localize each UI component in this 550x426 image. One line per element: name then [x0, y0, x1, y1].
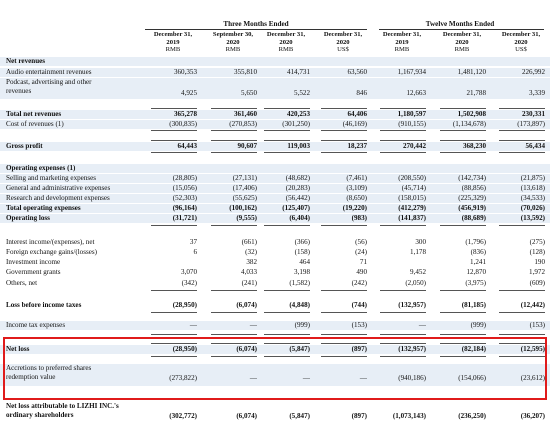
column-rule [440, 312, 486, 313]
table-row [0, 120, 550, 129]
cell-value: — [249, 321, 257, 329]
cell-value: 18,237 [347, 142, 367, 150]
cell-value: (55,625) [232, 194, 257, 202]
cell-value: (24) [355, 248, 367, 256]
row-label: Podcast, advertising and other revenues [6, 78, 92, 95]
column-header-date: September 30, [212, 31, 254, 38]
row-label: Total net revenues [6, 110, 62, 118]
row-label: Loss before income taxes [6, 301, 82, 309]
column-rule [380, 152, 426, 153]
column-header-year: 2019 [395, 38, 409, 46]
cell-value: 4,033 [241, 268, 257, 276]
cell-value: (9,555) [236, 214, 257, 222]
cell-value: — [249, 374, 257, 382]
column-rule [264, 108, 310, 109]
cell-value: 420,253 [286, 110, 310, 118]
cell-value: 1,178 [410, 248, 426, 256]
table-row [0, 238, 550, 247]
cell-value: (34,533) [520, 194, 545, 202]
column-rule [440, 108, 486, 109]
cell-value: (999) [294, 321, 310, 329]
cell-value: (1,796) [465, 238, 486, 246]
cell-value: 5,650 [241, 89, 257, 97]
cell-value: (301,250) [282, 120, 310, 128]
column-rule [211, 108, 257, 109]
cell-value: 226,992 [521, 68, 545, 76]
cell-value: (6,404) [289, 214, 310, 222]
column-rule [211, 290, 257, 291]
column-rule [440, 152, 486, 153]
cell-value: 56,434 [525, 142, 545, 150]
cell-value: 64,443 [177, 142, 197, 150]
column-header-5 [375, 31, 429, 54]
column-rule [321, 225, 367, 226]
column-rule [211, 130, 257, 131]
column-rule [321, 140, 367, 141]
column-rule [499, 290, 545, 291]
cell-value: (96,164) [172, 204, 197, 212]
cell-value: (82,184) [461, 345, 486, 353]
cell-value: 1,972 [529, 268, 545, 276]
table-row [0, 68, 550, 77]
cell-value: (13,618) [520, 184, 545, 192]
cell-value: (28,950) [172, 301, 197, 309]
cell-value: (154,066) [458, 374, 486, 382]
cell-value: (6,074) [236, 301, 257, 309]
cell-value: (20,283) [285, 184, 310, 192]
column-rule [264, 130, 310, 131]
cell-value: (70,026) [520, 204, 545, 212]
cell-value: (128) [529, 248, 545, 256]
cell-value: (609) [529, 279, 545, 287]
table-row [0, 57, 550, 66]
cell-value: (56) [355, 238, 367, 246]
cell-value: 368,230 [462, 142, 486, 150]
column-rule [440, 140, 486, 141]
cell-value: (52,303) [172, 194, 197, 202]
row-label: Accretions to preferred shares redemption value [6, 364, 92, 381]
cell-value: 12,870 [466, 268, 486, 276]
column-header-date: December 31, [153, 31, 193, 38]
column-rule [499, 312, 545, 313]
column-header-7 [494, 31, 548, 54]
row-label: Net loss attributable to LIZHI INC.'s ordinary shareholders [6, 402, 119, 419]
cell-value: (12,442) [520, 301, 545, 309]
column-header-date: December 31, [323, 31, 363, 38]
table-row [0, 248, 550, 257]
cell-value: 6 [193, 248, 197, 256]
cell-value: 3,070 [181, 268, 197, 276]
cell-value: (158) [294, 248, 310, 256]
column-rule [151, 140, 197, 141]
row-label: Foreign exchange gains/(losses) [6, 248, 98, 256]
column-header-unit: RMB [394, 46, 410, 54]
column-rule [321, 312, 367, 313]
cell-value: 90,607 [237, 142, 257, 150]
cell-value: 37 [189, 238, 197, 246]
table-row [0, 321, 550, 330]
table-row [0, 268, 550, 277]
column-rule [321, 152, 367, 153]
table-row [0, 402, 550, 420]
cell-value: (142,734) [458, 174, 486, 182]
column-header-date: December 31, [382, 31, 422, 38]
column-rule [264, 152, 310, 153]
cell-value: (661) [241, 238, 257, 246]
cell-value: (153) [351, 321, 367, 329]
cell-value: (173,897) [517, 120, 545, 128]
column-header-date: December 31, [266, 31, 306, 38]
cell-value: 9,452 [410, 268, 426, 276]
cell-value: (27,131) [232, 174, 257, 182]
cell-value: (12,595) [520, 345, 545, 353]
cell-value: (236,250) [458, 412, 486, 420]
row-label: General and administrative expenses [6, 184, 111, 192]
cell-value: (366) [294, 238, 310, 246]
row-label: Income tax expenses [6, 321, 66, 329]
cell-value: (999) [470, 321, 486, 329]
column-header-date: December 31, [442, 31, 482, 38]
cell-value: 71 [359, 258, 367, 266]
cell-value: (132,957) [398, 345, 426, 353]
table-row [0, 301, 550, 310]
cell-value: (225,329) [458, 194, 486, 202]
cell-value: (744) [351, 301, 367, 309]
column-rule [499, 225, 545, 226]
cell-value: (36,207) [520, 412, 545, 420]
row-label: Cost of revenues (1) [6, 120, 64, 128]
cell-value: 300 [415, 238, 426, 246]
cell-value: (56,442) [285, 194, 310, 202]
column-rule [380, 334, 426, 335]
cell-value: (302,772) [169, 412, 197, 420]
column-header-6 [435, 31, 489, 54]
cell-value: (7,461) [346, 174, 367, 182]
column-rule [264, 290, 310, 291]
column-rule [380, 225, 426, 226]
column-rule [211, 140, 257, 141]
cell-value: (28,805) [172, 174, 197, 182]
header-twelve-months: Twelve Months Ended [425, 20, 495, 28]
cell-value: (100,162) [229, 204, 257, 212]
cell-value: 361,460 [233, 110, 257, 118]
cell-value: (28,950) [172, 345, 197, 353]
cell-value: 63,560 [347, 68, 367, 76]
table-row [0, 142, 550, 151]
cell-value: 64,406 [347, 110, 367, 118]
cell-value: (6,074) [236, 412, 257, 420]
column-header-unit: US$ [337, 46, 349, 54]
cell-value: 3,339 [529, 89, 545, 97]
cell-value: (208,550) [398, 174, 426, 182]
header-three-months-rule [145, 29, 367, 30]
cell-value: (132,957) [398, 301, 426, 309]
cell-value: 1,481,120 [457, 68, 486, 76]
row-label: Interest income/(expenses), net [6, 238, 95, 246]
table-row [0, 174, 550, 183]
table-row [0, 164, 550, 173]
header-twelve-months-rule [379, 29, 544, 30]
column-rule [151, 312, 197, 313]
cell-value: (270,853) [229, 120, 257, 128]
cell-value: (3,975) [465, 279, 486, 287]
row-label: Net loss [6, 345, 30, 353]
row-label: Others, net [6, 279, 38, 287]
column-rule [499, 140, 545, 141]
cell-value: (23,612) [520, 374, 545, 382]
cell-value: — [189, 321, 197, 329]
column-rule [151, 225, 197, 226]
cell-value: (1,582) [289, 279, 310, 287]
row-label: Investment income [6, 258, 61, 266]
column-rule [264, 225, 310, 226]
cell-value: (3,109) [346, 184, 367, 192]
column-header-unit: RMB [278, 46, 294, 54]
column-header-unit: RMB [454, 46, 470, 54]
cell-value: (5,847) [289, 412, 310, 420]
header-three-months: Three Months Ended [223, 20, 289, 28]
cell-value: (2,050) [405, 279, 426, 287]
cell-value: (836) [470, 248, 486, 256]
column-header-year: 2019 [166, 38, 180, 46]
cell-value: (13,592) [520, 214, 545, 222]
cell-value: (910,155) [398, 120, 426, 128]
column-rule [499, 152, 545, 153]
column-header-1 [146, 31, 200, 54]
column-rule [380, 130, 426, 131]
row-label: Gross profit [6, 142, 43, 150]
cell-value: (8,650) [346, 194, 367, 202]
cell-value: (940,186) [398, 374, 426, 382]
cell-value: (1,134,678) [452, 120, 486, 128]
table-row [0, 204, 550, 213]
column-header-unit: RMB [225, 46, 241, 54]
cell-value: (88,689) [461, 214, 486, 222]
cell-value: (897) [351, 412, 367, 420]
column-header-year: 2020 [455, 38, 469, 46]
cell-value: 1,180,597 [397, 110, 426, 118]
column-rule [380, 140, 426, 141]
column-rule [440, 225, 486, 226]
column-rule [151, 130, 197, 131]
cell-value: (31,721) [172, 214, 197, 222]
cell-value: (46,169) [342, 120, 367, 128]
cell-value: (342) [181, 279, 197, 287]
cell-value: (4,848) [289, 301, 310, 309]
column-header-year: 2020 [226, 38, 240, 46]
column-rule [211, 225, 257, 226]
column-rule [151, 108, 197, 109]
row-label: Operating expenses (1) [6, 164, 76, 172]
column-rule [440, 290, 486, 291]
column-rule [380, 108, 426, 109]
cell-value: 12,663 [406, 89, 426, 97]
cell-value: 3,198 [294, 268, 310, 276]
cell-value: (88,856) [461, 184, 486, 192]
cell-value: (983) [351, 214, 367, 222]
cell-value: 355,810 [233, 68, 257, 76]
column-rule [211, 334, 257, 335]
cell-value: (48,682) [285, 174, 310, 182]
row-label: Government grants [6, 268, 61, 276]
cell-value: (45,714) [401, 184, 426, 192]
column-rule [321, 290, 367, 291]
cell-value: (242) [351, 279, 367, 287]
cell-value: 846 [356, 89, 367, 97]
row-label: Selling and marketing expenses [6, 174, 97, 182]
column-rule [440, 334, 486, 335]
cell-value: 4,925 [181, 89, 197, 97]
column-rule [321, 130, 367, 131]
cell-value: (81,185) [461, 301, 486, 309]
row-label: Operating loss [6, 214, 50, 222]
cell-value: 1,167,934 [397, 68, 426, 76]
cell-value: (158,015) [398, 194, 426, 202]
cell-value: (273,822) [169, 374, 197, 382]
cell-value: — [359, 374, 367, 382]
cell-value: (153) [529, 321, 545, 329]
highlight-box [3, 337, 547, 400]
cell-value: (5,847) [289, 345, 310, 353]
table-row [0, 110, 550, 119]
cell-value: — [418, 321, 426, 329]
column-rule [151, 334, 197, 335]
column-header-year: 2020 [279, 38, 293, 46]
column-header-3 [259, 31, 313, 54]
row-label: Net revenues [6, 57, 46, 65]
column-rule [380, 290, 426, 291]
column-rule [264, 334, 310, 335]
cell-value: 230,331 [521, 110, 545, 118]
cell-value: 1,241 [470, 258, 486, 266]
column-rule [211, 312, 257, 313]
table-row [0, 194, 550, 203]
column-rule [380, 312, 426, 313]
column-rule [151, 152, 197, 153]
cell-value: 360,353 [173, 68, 197, 76]
column-header-unit: RMB [165, 46, 181, 54]
column-header-unit: US$ [515, 46, 527, 54]
cell-value: (15,056) [172, 184, 197, 192]
column-rule [264, 140, 310, 141]
column-rule [321, 108, 367, 109]
column-header-date: December 31, [501, 31, 541, 38]
column-header-4 [316, 31, 370, 54]
cell-value: (275) [529, 238, 545, 246]
cell-value: (141,837) [398, 214, 426, 222]
row-label: Audio entertainment revenues [6, 68, 92, 76]
row-label: Total operating expenses [6, 204, 81, 212]
cell-value: (21,875) [520, 174, 545, 182]
column-rule [499, 108, 545, 109]
cell-value: 365,278 [173, 110, 197, 118]
cell-value: 270,442 [402, 142, 426, 150]
column-header-2 [206, 31, 260, 54]
cell-value: (300,835) [169, 120, 197, 128]
table-row [0, 184, 550, 193]
cell-value: (19,220) [342, 204, 367, 212]
cell-value: 414,731 [286, 68, 310, 76]
cell-value: (412,279) [398, 204, 426, 212]
column-rule [321, 334, 367, 335]
cell-value: (1,073,143) [392, 412, 426, 420]
column-rule [211, 152, 257, 153]
cell-value: 119,003 [287, 142, 310, 150]
table-row [0, 279, 550, 288]
cell-value: 490 [356, 268, 367, 276]
column-rule [499, 130, 545, 131]
cell-value: 464 [299, 258, 310, 266]
column-header-year: 2020 [514, 38, 528, 46]
table-row [0, 258, 550, 267]
table-row [0, 214, 550, 223]
column-rule [499, 334, 545, 335]
cell-value: (241) [241, 279, 257, 287]
column-rule [151, 290, 197, 291]
cell-value: 5,522 [294, 89, 310, 97]
cell-value: — [302, 374, 310, 382]
column-rule [440, 130, 486, 131]
column-header-year: 2020 [336, 38, 350, 46]
table-row [0, 78, 550, 99]
row-label: Research and development expenses [6, 194, 110, 202]
column-rule [264, 312, 310, 313]
cell-value: (125,407) [282, 204, 310, 212]
cell-value: (32) [245, 248, 257, 256]
cell-value: 190 [534, 258, 545, 266]
cell-value: (897) [351, 345, 367, 353]
cell-value: 21,788 [466, 89, 486, 97]
cell-value: (17,406) [232, 184, 257, 192]
cell-value: 1,502,908 [457, 110, 486, 118]
cell-value: (456,919) [458, 204, 486, 212]
cell-value: 382 [246, 258, 257, 266]
cell-value: (6,074) [236, 345, 257, 353]
